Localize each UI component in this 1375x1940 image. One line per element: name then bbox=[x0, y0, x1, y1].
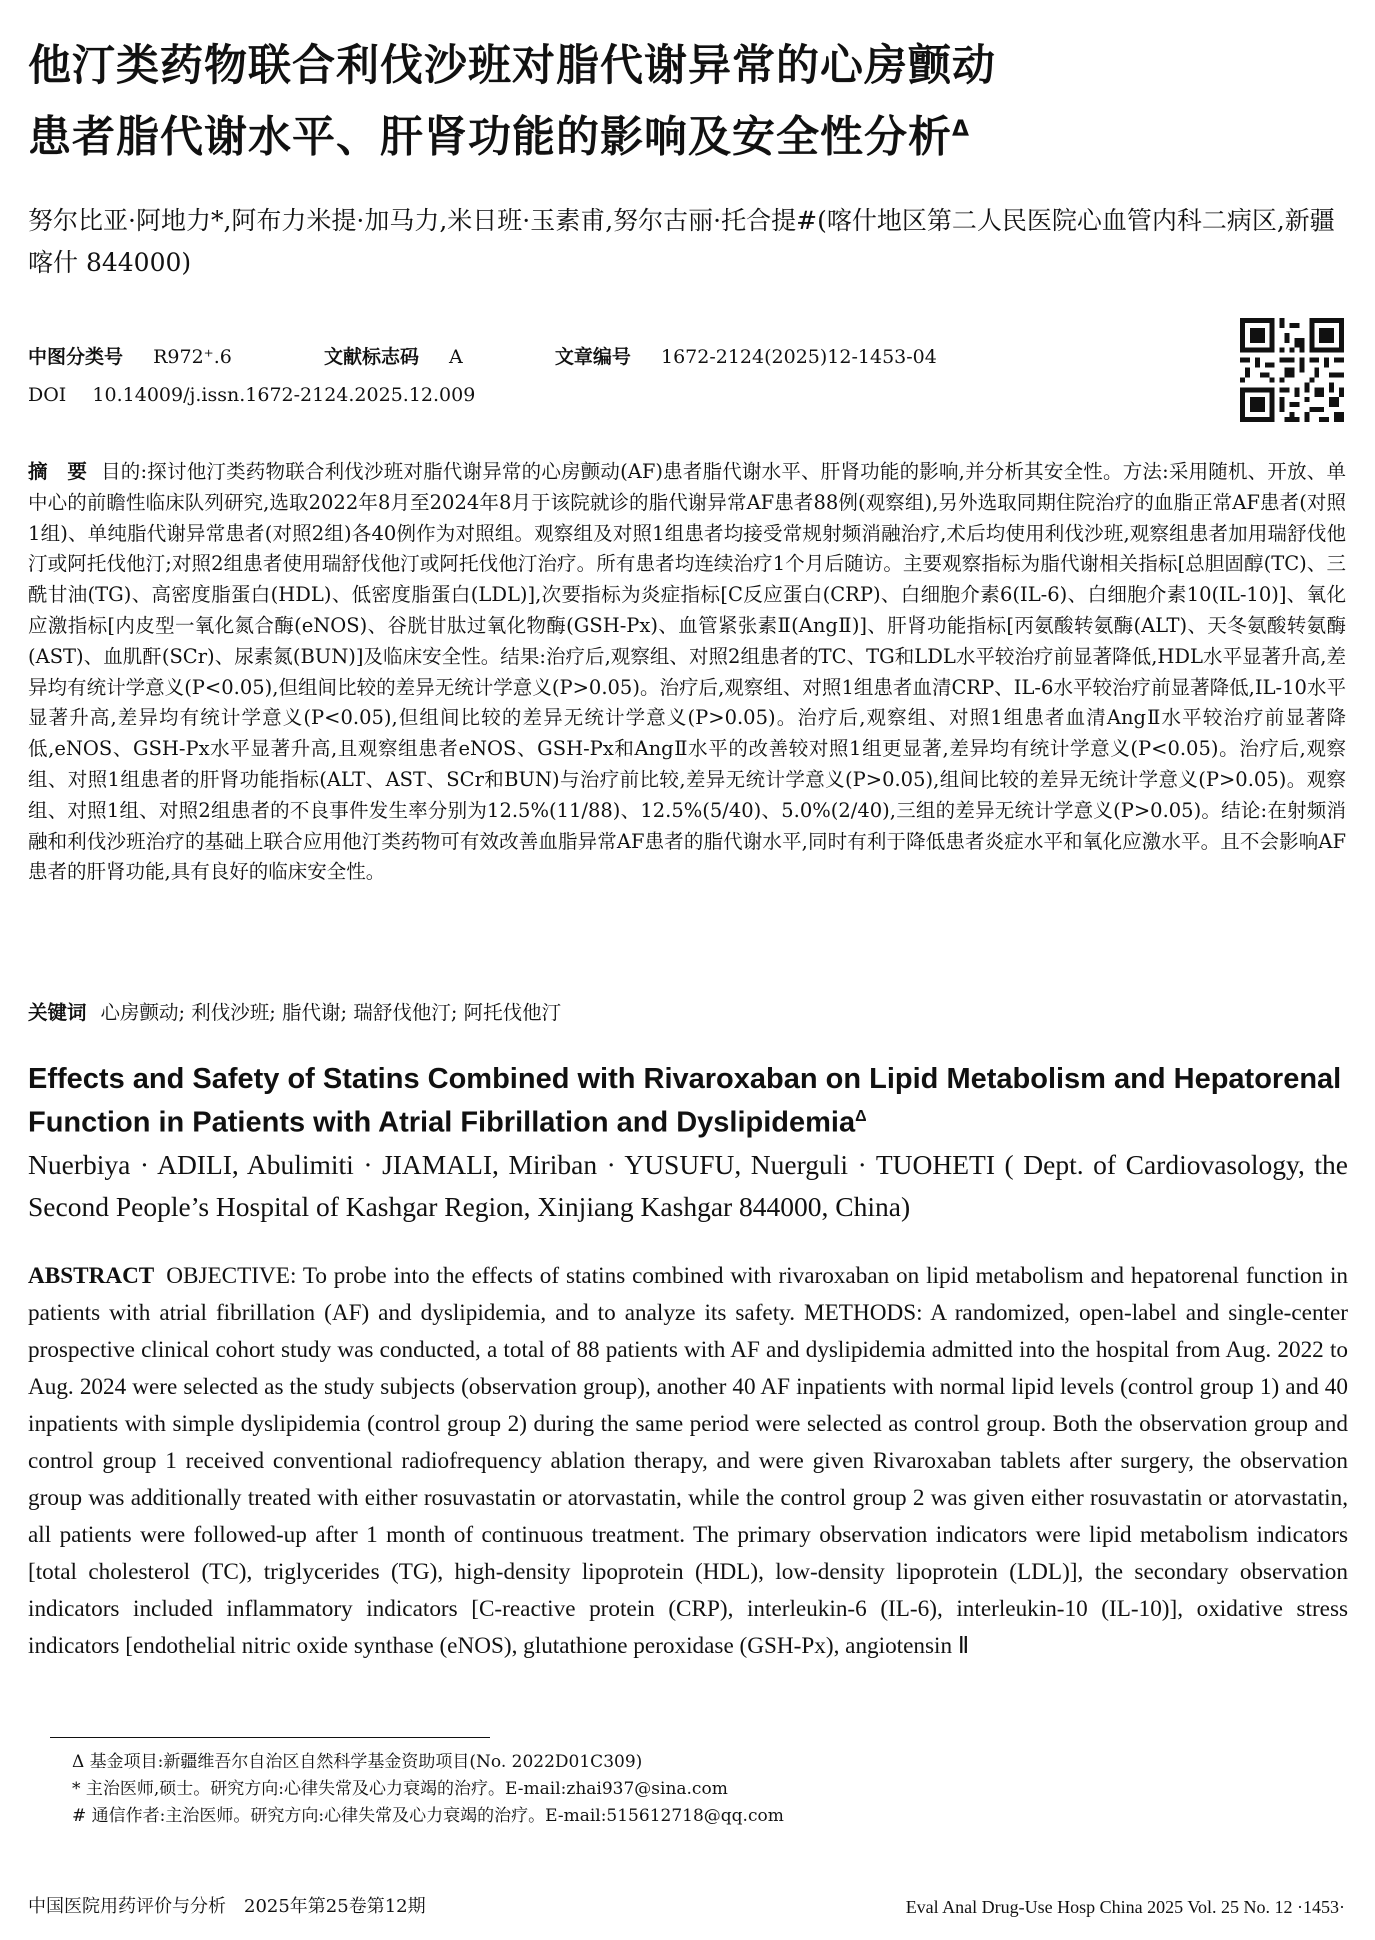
title-fund-mark: Δ bbox=[952, 117, 971, 142]
keywords-cn-text: 心房颤动; 利伐沙班; 脂代谢; 瑞舒伐他汀; 阿托伐他汀 bbox=[100, 1001, 562, 1024]
title-cn-line-1: 他汀类药物联合利伐沙班对脂代谢异常的心房颤动 bbox=[28, 41, 996, 91]
keywords-cn bbox=[28, 998, 1346, 1028]
title-cn-line-2 bbox=[28, 98, 1348, 169]
doc-code-label: 文献标志码 bbox=[323, 346, 419, 368]
footnote-divider bbox=[50, 1737, 490, 1738]
article-title-cn bbox=[28, 34, 1348, 169]
clc-label: 中图分类号 bbox=[28, 346, 124, 368]
keywords-cn-label: 关键词 bbox=[28, 1001, 87, 1024]
doi-label: DOI bbox=[28, 384, 67, 406]
title-en-text: Effects and Safety of Statins Combined with Rivaroxaban on Lipid Metabolism and Hepatorenal Function in Patients with Atrial Fibrillation and Dyslipidemia bbox=[28, 1063, 1342, 1139]
footnote-fund: Δ 基金项目:新疆维吾尔自治区自然科学基金资助项目(No. 2022D01C309) bbox=[72, 1752, 643, 1772]
footer-journal-cn: 中国医院用药评价与分析 2025年第25卷第12期 bbox=[28, 1896, 426, 1917]
article-no-value: 1672-2124(2025)12-1453-04 bbox=[660, 346, 937, 368]
classification-line bbox=[28, 342, 937, 372]
abstract-cn-label: 摘 要 bbox=[28, 460, 88, 483]
title-cn-line-2-text: 患者脂代谢水平、肝肾功能的影响及安全性分析 bbox=[28, 112, 952, 163]
doc-code-value: A bbox=[449, 346, 463, 368]
footnote-first-author: * 主治医师,硕士。研究方向:心律失常及心力衰竭的治疗。E-mail:zhai937@sina.com bbox=[72, 1779, 728, 1799]
footer-journal-en: Eval Anal Drug-Use Hosp China 2025 Vol. 25 No. 12 ·1453· bbox=[905, 1897, 1345, 1917]
footnote-corresponding-author: # 通信作者:主治医师。研究方向:心律失常及心力衰竭的治疗。E-mail:515612718@qq.com bbox=[72, 1806, 784, 1826]
authors-cn: 努尔比亚·阿地力*,阿布力米提·加马力,米日班·玉素甫,努尔古丽·托合提#(喀什地区第二人民医院心血管内科二病区,新疆 喀什 844000) bbox=[28, 206, 1335, 277]
article-title-en bbox=[28, 1060, 1348, 1142]
article-no-label: 文章编号 bbox=[554, 346, 631, 368]
abstract-cn-text: 目的:探讨他汀类药物联合利伐沙班对脂代谢异常的心房颤动(AF)患者脂代谢水平、肝肾功能的影响,并分析其安全性。方法:采用随机、开放、单中心的前瞻性临床队列研究,选取2022年8月至2024年8月于该院就诊的脂代谢异常AF患者88例(观察组),另外选取同期住院治疗的血脂正常AF患者(对照1组)、单纯脂代谢异常患者(对照2组)各40例作为对照组。观察组及对照1组患者均接受常规射频消融治疗,术后均使用利伐沙班,观察组患者加用瑞舒伐他汀或阿托伐他汀;对照2组患者使用瑞舒伐他汀或阿托伐他汀治疗。所有患者均连续治疗1个月后随访。主要观察指标为脂代谢相关指标[总胆固醇(TC)、三酰甘油(TG)、高密度脂蛋白(HDL)、低密度脂蛋白(LDL)],次要指标为炎症指标[C反应蛋白(CRP)、白细胞介素6(IL-6)、白细胞介素10(IL-10)]、氧化应激指标[内皮型一氧化氮合酶(eNOS)、谷胱甘肽过氧化物酶(GSH-Px)、血管紧张素Ⅱ(AngⅡ)]、肝肾功能指标[丙氨酸转氨酶(ALT)、天冬氨酸转氨酶(AST)、血肌酐(SCr)、尿素氮(BUN)]及临床安全性。结果:治疗后,观察组、对照2组患者的TC、TG和LDL水平较治疗前显著降低,HDL水平显著升高,差异均有统计学意义(P<0.05),但组间比较的差异无统计学意义(P>0.05)。治疗后,观察组、对照1组患者血清CRP、IL-6水平较治疗前显著降低,IL-10水平显著升高,差异均有统计学意义(P<0.05),但组间比较的差异无统计学意义(P>0.05)。治疗后,观察组、对照1组患者血清AngⅡ水平较治疗前显著降低,eNOS、GSH-Px水平显著升高,且观察组患者eNOS、GSH-Px和AngⅡ水平的改善较对照1组更显著,差异均有统计学意义(P<0.05)。治疗后,观察组、对照1组患者的肝肾功能指标(ALT、AST、SCr和BUN)与治疗前比较,差异无统计学意义(P>0.05),组间比较的差异无统计学意义(P>0.05)。观察组、对照1组、对照2组患者的不良事件发生率分别为12.5%(11/88)、12.5%(5/40)、5.0%(2/40),三组的差异无统计学意义(P>0.05)。结论:在射频消融和利伐沙班治疗的基础上联合应用他汀类药物可有效改善血脂异常AF患者的脂代谢水平,同时有利于降低患者炎症水平和氧化应激水平。且不会影响AF患者的肝肾功能,具有良好的临床安全性。 bbox=[28, 460, 1346, 884]
abstract-en bbox=[28, 1258, 1348, 1665]
abstract-cn bbox=[28, 457, 1346, 888]
doi-value: 10.14009/j.issn.1672-2124.2025.12.009 bbox=[92, 384, 476, 406]
footnotes bbox=[72, 1749, 1342, 1830]
qr-code-icon[interactable] bbox=[1240, 318, 1344, 422]
clc-value: R972⁺.6 bbox=[153, 346, 232, 368]
title-en-fund-mark: Δ bbox=[855, 1108, 867, 1125]
doi-line bbox=[28, 380, 475, 410]
abstract-en-text: OBJECTIVE: To probe into the effects of statins combined with rivaroxaban on lipid metabolism and hepatorenal function in patients with atrial fibrillation (AF) and dyslipidemia, and to analyze its safety. METHODS: A randomized, open-label and single-center prospective clinical cohort study was conducted, a total of 88 patients with AF and dyslipidemia admitted into the hospital from Aug. 2022 to Aug. 2024 were selected as the study subjects (observation group), another 40 AF inpatients with normal lipid levels (control group 1) and 40 inpatients with simple dyslipidemia (control group 2) during the same period were selected as control group. Both the observation group and control group 1 received conventional radiofrequency ablation therapy, and were given Rivaroxaban tablets after surgery, the observation group was additionally treated with either rosuvastatin or atorvastatin, while the control group 2 was given either rosuvastatin or atorvastatin, all patients were followed-up after 1 month of continuous treatment. The primary observation indicators were lipid metabolism indicators [total cholesterol (TC), triglycerides (TG), high-density lipoprotein (HDL), low-density lipoprotein (LDL)], the secondary observation indicators included inflammatory indicators [C-reactive protein (CRP), interleukin-6 (IL-6), interleukin-10 (IL-10)], oxidative stress indicators [endothelial nitric oxide synthase (eNOS), glutathione peroxidase (GSH-Px), angiotensin Ⅱ bbox=[28, 1263, 1348, 1659]
abstract-en-label: ABSTRACT bbox=[28, 1263, 155, 1289]
authors-en: Nuerbiya · ADILI, Abulimiti · JIAMALI, Miriban · YUSUFU, Nuerguli · TUOHETI ( Dept. of Cardiovasology, the Second People’s Hospital of Kashgar Region, Xinjiang Kashgar 844000, China) bbox=[28, 1149, 1348, 1222]
